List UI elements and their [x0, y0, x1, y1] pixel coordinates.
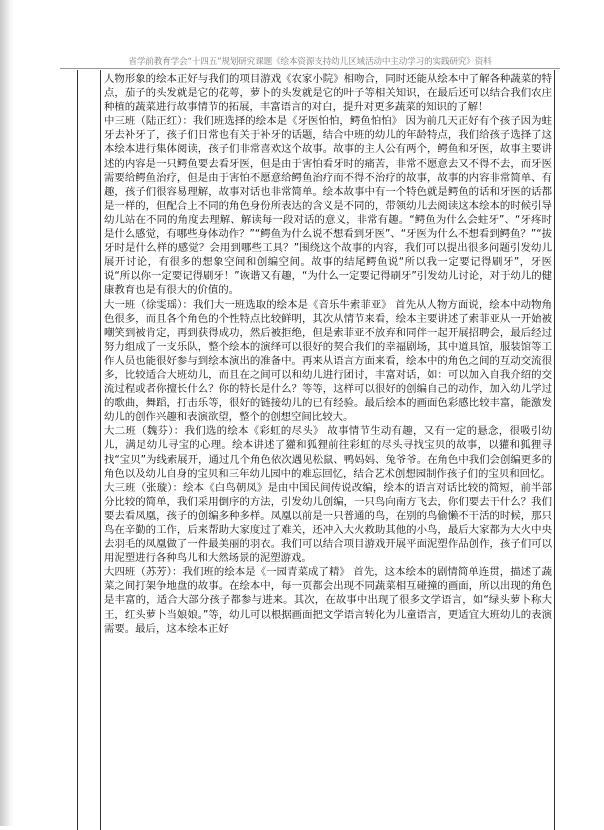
paragraph-da1: 大一班（徐雯瑶）：我们大一班选取的绘本是《音乐牛索菲亚》 首先从人物方面说，绘本中动物角色很多，而且各个角色的个性特点比较鲜明，其次从情节来看，绘本主要讲述了索菲亚从一开始被嘲笑到被肯定，再到获得成功，然后被拒绝，但是索菲亚不放弃和同伴一起开展招聘会，最后经过努力组成了一支乐队，整个绘本的演绎可以很好的契合我们的幸福剧场，其中道具馆，服装馆等工作人员也能很好参与到绘本演出的准备中。再来从语言方面来看，绘本中的角色之间的互动交流很多，比较适合大班幼儿，而且在之间可以和幼儿进行团讨，丰富对话，如：可以加入自我介绍的交流过程或者你擅长什么？你的特长是什么？等等，这样可以很好的创编自己的动作，加入幼儿学过的歌曲，舞蹈，打击乐等，很好的链接幼儿的已有经验。最后绘本的画面色彩感比较丰富，能激发幼儿的创作兴趣和表演欲望，整个的创想空间比较大。: [104, 298, 552, 424]
page-edge-shadow: [0, 0, 14, 826]
table-left-column: [78, 70, 101, 830]
paragraph-zhong3: 中三班（陆正红）：我们班选择的绘本是《牙医怕怕，鳄鱼怕怕》 因为前几天正好有个孩子因为蛀牙去补牙了，孩子们日常也有关于补牙的话题，结合中班的幼儿的年龄特点，我们给孩子选择了这本绘本进行集体阅读，孩子们非常喜欢这个故事。故事的主人公有两个，鳄鱼和牙医，故事主要讲述的内容是一只鳄鱼要去看牙医，但是由于害怕看牙时的痛苦，非常不愿意去又不得不去，而牙医需要给鳄鱼治疗，但是由于害怕不愿意给鳄鱼治疗而不得不治疗的故事，故事的内容非常简单、有趣，孩子们很容易理解，故事对话也非常简单。绘本故事中有一个特色就是鳄鱼的话和牙医的话都是一样的，但配合上不同的角色身份所表达的含义是不同的，带领幼儿去阅读这本绘本的时候引导幼儿站在不同的角度去理解、解读每一段对话的意义，非常有趣。“鳄鱼为什么会蛀牙”、“牙疼时是什么感觉，有哪些身体动作？”“鳄鱼为什么说不想看到牙医”、“牙医为什么不想看到鳄鱼？”“拔牙时是什么样的感觉？会用到哪些工具？”围绕这个故事的内容，我们可以提出很多问题引发幼儿展开讨论，有很多的想象空间和创编空间。故事的结尾鳄鱼说“所以我一定要记得刷牙”，牙医说“所以你一定要记得刷牙！”诙谐又有趣，“为什么一定要记得刷牙”引发幼儿讨论，对于幼儿的健康教育也是有很大的价值的。: [104, 115, 552, 297]
paragraph-intro: 人物形象的绘本正好与我们的项目游戏《农家小院》相吻合，同时还能从绘本中了解各种蔬菜的特点，茄子的头发就是它的花萼，萝卜的头发就是它的叶子等相关知识，在最后还可以结合我们农庄种植的蔬菜进行故事情节的拓展，丰富语言的对白，提升对更多蔬菜的知识的了解！: [104, 73, 552, 114]
paragraph-da3: 大三班（张璇）：绘本《白鸟朝凤》是由中国民间传说改编，绘本的语言对话比较的简短，前半部分比较的简单，我们采用倒序的方法，引发幼儿创编，一只鸟向南方飞去，你们要去干什么？我们要去看凤凰，孩子的创编多种多样。凤凰以前是一只普通的鸟，在别的鸟偷懒不干活的时候，那只鸟在辛勤的工作，后来帮助大家度过了难关，还冲入大火救助其他的小鸟，最后大家都为大火中央去羽毛的凤凰做了一件最美丽的羽衣。我们可以结合项目游戏开展平面泥塑作品创作，孩子们可以用泥塑进行各种鸟儿和大然场景的泥塑游戏。: [104, 481, 552, 565]
paragraph-da4: 大四班（苏芳）：我们班的绘本是《一园青菜成了精》 首先，这本绘本的剧情简单连贯，描述了蔬菜之间打架争地盘的故事。在绘本中，每一页都会出现不同蔬菜相互碰撞的画面，所以出现的角色是丰富的，适合大部分孩子都参与进来。其次，在故事中出现了很多文学语言，如“绿头萝卜称大王，红头萝卜当娘娘。”等，幼儿可以根据画面把文学语言转化为儿童语言，更适宜大班幼儿的表演需要。最后，这本绘本正好: [104, 566, 552, 635]
paragraph-da2: 大二班（魏芬）：我们选的绘本《彩虹的尽头》 故事情节生动有趣，又有一定的悬念，很吸引幼儿，满足幼儿寻宝的心理。绘本讲述了獾和狐狸前往彩虹的尽头寻找宝贝的故事，以獾和狐狸寻找“宝贝”为线索展开，通过几个角色依次遇见松鼠、鸭妈妈、兔爷爷。在角色中我们会创编更多的角色以及幼儿自身的宝贝和三年幼儿园中的难忘回忆，结合艺术创想园制作孩子们的宝贝和回忆。: [104, 425, 552, 480]
table-content-cell: [104, 72, 552, 636]
page-header: 省学前教育学会“十四五”规划研究课题《绘本资源支持幼儿区域活动中主动学习的实践研究》资料: [60, 55, 560, 69]
document-table: [77, 70, 555, 830]
